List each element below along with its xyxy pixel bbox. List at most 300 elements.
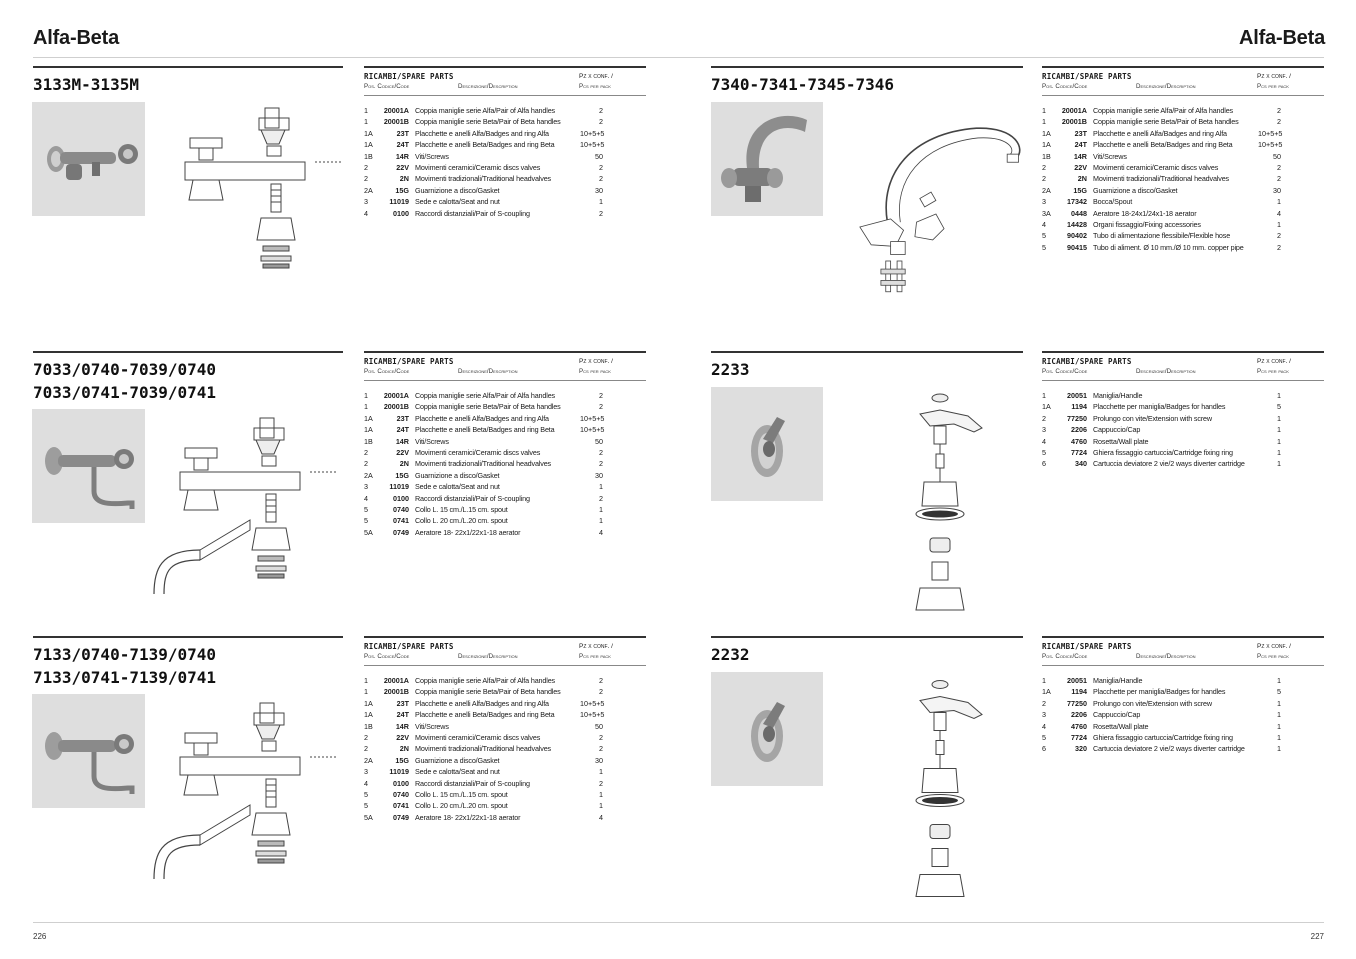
part-code: 22V [396,447,409,457]
part-pos: 2 [1042,174,1046,184]
part-row [1042,162,1324,173]
pcs-per-pack-heading: Pcs per pack [579,653,611,660]
part-code: 11019 [389,482,409,492]
part-qty: 2 [599,117,603,127]
part-row [364,778,646,789]
part-qty: 50 [1273,151,1281,161]
part-row [364,721,646,732]
part-description: Sede e calotta/Seat and nut [415,482,500,492]
part-code: 14428 [1067,219,1087,229]
product-photo [711,102,823,216]
table-title: RICAMBI/SPARE PARTS [364,72,454,81]
part-row [1042,447,1324,458]
part-pos: 2A [364,470,373,480]
model-number: 7033/0740-7039/0740 7033/0741-7039/0741 [33,360,217,402]
part-code: 340 [1075,459,1087,469]
part-description: Movimenti ceramici/Ceramic discs valves [415,447,541,457]
part-row [364,709,646,720]
part-row [1042,698,1324,709]
part-description: Placchette per maniglia/Badges for handles [1093,687,1226,697]
part-code: 23T [396,698,409,708]
description-heading: Descrizione/Description [458,653,518,660]
part-pos: 2 [364,744,368,754]
part-description: Cartuccia deviatore 2 vie/2 ways diverter cartridge [1093,459,1245,469]
pos-code-heading: Pos. Codice/Code [364,83,410,90]
part-pos: 2 [364,447,368,457]
part-code: 17342 [1067,197,1087,207]
part-code: 320 [1075,744,1087,754]
part-pos: 2 [364,174,368,184]
part-qty: 10+5+5 [580,710,605,720]
part-pos: 6 [1042,459,1046,469]
part-code: 23T [1074,128,1087,138]
part-qty: 1 [599,789,603,799]
part-description: Coppia maniglie serie Alfa/Pair of Alfa handles [415,391,555,400]
part-pos: 1 [364,676,368,685]
part-pos: 4 [364,208,368,218]
part-qty: 5 [1277,402,1281,412]
part-pos: 1 [1042,391,1046,400]
part-row [364,732,646,743]
part-code: 2206 [1071,425,1087,435]
part-description: Coppia maniglie serie Beta/Pair of Beta handles [1093,117,1239,127]
part-code: 14R [395,436,409,446]
part-qty: 2 [599,402,603,412]
spare-parts-table [364,351,646,538]
part-description: Maniglia/Handle [1093,391,1143,400]
part-row [1042,732,1324,743]
part-code: 4760 [1071,721,1087,731]
part-row [364,515,646,526]
part-description: Movimenti ceramici/Ceramic discs valves [415,732,541,742]
part-code: 23T [396,413,409,423]
part-qty: 1 [1277,710,1281,720]
part-qty: 50 [595,721,603,731]
part-pos: 4 [1042,721,1046,731]
page-number-left: 226 [33,932,47,941]
part-row [364,481,646,492]
part-description: Sede e calotta/Seat and nut [415,197,500,207]
part-code: 1194 [1071,402,1087,412]
part-qty: 1 [1277,197,1281,207]
part-description: Placchette per maniglia/Badges for handles [1093,402,1226,412]
part-row [1042,151,1324,162]
part-row [364,766,646,777]
part-description: Collo L. 15 cm./L.15 cm. spout [415,789,508,799]
part-row [364,173,646,184]
part-pos: 1 [364,687,368,697]
part-qty: 1 [1277,459,1281,469]
part-pos: 1B [1042,151,1051,161]
part-pos: 2 [364,459,368,469]
section-rule [711,351,1023,353]
part-pos: 2A [364,185,373,195]
part-pos: 2 [1042,698,1046,708]
part-description: Cappuccio/Cap [1093,710,1141,720]
part-description: Aeratore 18- 22x1/22x1-18 aerator [415,812,521,822]
part-code: 15G [395,755,409,765]
part-row [364,755,646,766]
part-pos: 1B [364,151,373,161]
part-qty: 1 [1277,721,1281,731]
part-qty: 5 [1277,687,1281,697]
pos-code-heading: Pos. Codice/Code [1042,653,1088,660]
product-photo [711,672,823,786]
part-description: Coppia maniglie serie Beta/Pair of Beta handles [415,687,561,697]
pcs-per-pack-heading: Pcs per pack [1257,83,1289,90]
part-row [1042,458,1324,469]
part-qty: 30 [595,755,603,765]
part-description: Aeratore 18-24x1/24x1-18 aerator [1093,208,1197,218]
part-description: Placchette e anelli Alfa/Badges and ring Alfa [415,413,549,423]
part-description: Movimenti tradizionali/Traditional headvalves [1093,174,1230,184]
part-code: 14R [1073,151,1087,161]
spare-parts-table [364,66,646,219]
part-code: 20051 [1067,676,1087,685]
part-description: Rosetta/Wall plate [1093,436,1149,446]
part-row [1042,390,1324,401]
part-pos: 5 [364,504,368,514]
part-code: 20001B [1061,117,1087,127]
part-qty: 2 [599,778,603,788]
part-code: 15G [395,470,409,480]
part-qty: 2 [1277,117,1281,127]
description-heading: Descrizione/Description [1136,653,1196,660]
part-code: 22V [1074,162,1087,172]
pcs-per-pack-heading: Pcs per pack [579,368,611,375]
part-pos: 5 [364,516,368,526]
part-row [1042,436,1324,447]
pcs-heading: Pz x conf. / [1257,643,1291,650]
page-number-right: 227 [1310,932,1324,941]
part-pos: 3 [364,767,368,777]
part-code: 0741 [393,516,409,526]
part-description: Raccordi distanziali/Pair of S-coupling [415,208,530,218]
part-description: Placchette e anelli Beta/Badges and ring Beta [415,710,555,720]
part-description: Aeratore 18- 22x1/22x1-18 aerator [415,527,521,537]
part-row [364,686,646,697]
part-row [364,390,646,401]
table-title: RICAMBI/SPARE PARTS [1042,357,1132,366]
part-code: 24T [396,140,409,150]
part-qty: 1 [1277,447,1281,457]
pcs-heading: Pz x conf. / [579,643,613,650]
part-row [1042,128,1324,139]
part-code: 24T [396,710,409,720]
part-row [1042,116,1324,127]
spare-parts-table [364,636,646,823]
part-qty: 2 [599,744,603,754]
part-qty: 1 [1277,436,1281,446]
part-qty: 2 [599,732,603,742]
part-qty: 2 [599,174,603,184]
part-pos: 2 [1042,413,1046,423]
part-pos: 1A [364,128,373,138]
section-rule [33,66,343,68]
part-code: 2N [399,459,409,469]
section-rule [33,636,343,638]
part-qty: 1 [599,801,603,811]
part-description: Guarnizione a disco/Gasket [1093,185,1178,195]
part-pos: 1 [1042,676,1046,685]
model-number: 2232 [711,645,750,664]
part-pos: 6 [1042,744,1046,754]
part-row [364,458,646,469]
part-qty: 2 [1277,162,1281,172]
model-number: 7133/0740-7139/0740 7133/0741-7139/0741 [33,645,217,687]
part-description: Viti/Screws [415,436,449,446]
pcs-per-pack-heading: Pcs per pack [1257,653,1289,660]
part-code: 24T [396,425,409,435]
section-rule [711,66,1023,68]
part-qty: 2 [599,493,603,503]
part-pos: 5 [1042,242,1046,252]
part-row [1042,139,1324,150]
footer-divider [33,922,1324,923]
part-row [1042,196,1324,207]
brand-title-right: Alfa-Beta [1239,27,1325,49]
description-heading: Descrizione/Description [1136,83,1196,90]
pcs-heading: Pz x conf. / [579,73,613,80]
part-pos: 3 [1042,197,1046,207]
part-code: 15G [395,185,409,195]
part-code: 2N [399,174,409,184]
part-code: 0100 [393,208,409,218]
part-description: Movimenti tradizionali/Traditional headvalves [415,174,552,184]
part-code: 20001B [383,687,409,697]
part-pos: 4 [1042,436,1046,446]
part-pos: 1A [1042,128,1051,138]
part-code: 77250 [1067,413,1087,423]
table-title: RICAMBI/SPARE PARTS [364,357,454,366]
part-row [364,743,646,754]
part-description: Guarnizione a disco/Gasket [415,185,500,195]
part-pos: 1 [364,402,368,412]
part-code: 0740 [393,789,409,799]
part-row [364,116,646,127]
part-description: Ghiera fissaggio cartuccia/Cartridge fixing ring [1093,732,1233,742]
part-row [1042,242,1324,253]
part-description: Viti/Screws [415,721,449,731]
part-qty: 1 [1277,413,1281,423]
part-qty: 10+5+5 [580,128,605,138]
part-qty: 2 [1277,174,1281,184]
part-pos: 5 [1042,447,1046,457]
part-row [364,789,646,800]
header-divider [33,57,1324,58]
part-code: 90402 [1067,231,1087,241]
part-qty: 4 [599,812,603,822]
part-qty: 50 [595,436,603,446]
part-description: Organi fissaggio/Fixing accessories [1093,219,1201,229]
part-pos: 5 [364,789,368,799]
part-pos: 5 [364,801,368,811]
part-qty: 10+5+5 [580,425,605,435]
part-qty: 2 [599,162,603,172]
part-code: 20051 [1067,391,1087,400]
part-qty: 1 [599,767,603,777]
part-row [1042,401,1324,412]
part-pos: 1A [1042,687,1051,697]
part-description: Collo L. 20 cm./L.20 cm. spout [415,801,508,811]
part-pos: 1 [364,117,368,127]
part-qty: 2 [1277,242,1281,252]
part-qty: 2 [599,676,603,685]
part-code: 20001A [383,676,409,685]
part-code: 0749 [393,812,409,822]
part-description: Collo L. 15 cm./L.15 cm. spout [415,504,508,514]
part-pos: 1A [364,140,373,150]
part-row [364,105,646,116]
part-row [364,151,646,162]
part-description: Maniglia/Handle [1093,676,1143,685]
product-photo [711,387,823,501]
part-row [364,401,646,412]
part-description: Bocca/Spout [1093,197,1133,207]
part-description: Placchette e anelli Alfa/Badges and ring Alfa [415,128,549,138]
part-pos: 2A [364,755,373,765]
part-row [364,675,646,686]
part-description: Coppia maniglie serie Alfa/Pair of Alfa handles [1093,106,1233,115]
part-qty: 1 [599,516,603,526]
part-pos: 4 [1042,219,1046,229]
part-qty: 10+5+5 [1258,140,1283,150]
part-description: Ghiera fissaggio cartuccia/Cartridge fixing ring [1093,447,1233,457]
description-heading: Descrizione/Description [458,83,518,90]
product-photo [32,409,145,523]
table-title: RICAMBI/SPARE PARTS [1042,642,1132,651]
part-code: 4760 [1071,436,1087,446]
part-row [364,493,646,504]
part-pos: 4 [364,778,368,788]
part-description: Viti/Screws [1093,151,1127,161]
exploded-diagram [890,672,990,907]
part-qty: 4 [1277,208,1281,218]
part-description: Movimenti ceramici/Ceramic discs valves [415,162,541,172]
part-description: Prolungo con vite/Extension with screw [1093,413,1212,423]
part-description: Cappuccio/Cap [1093,425,1141,435]
part-code: 14R [395,721,409,731]
part-row [1042,743,1324,754]
part-qty: 4 [599,527,603,537]
pcs-heading: Pz x conf. / [1257,73,1291,80]
part-code: 90415 [1067,242,1087,252]
part-row [364,139,646,150]
part-description: Placchette e anelli Alfa/Badges and ring Alfa [1093,128,1227,138]
part-description: Placchette e anelli Alfa/Badges and ring Alfa [415,698,549,708]
part-description: Coppia maniglie serie Beta/Pair of Beta handles [415,402,561,412]
part-pos: 2A [1042,185,1051,195]
pos-code-heading: Pos. Codice/Code [1042,368,1088,375]
part-pos: 1A [364,698,373,708]
part-description: Raccordi distanziali/Pair of S-coupling [415,493,530,503]
model-number: 7340-7341-7345-7346 [711,75,895,94]
part-code: 77250 [1067,698,1087,708]
part-code: 11019 [389,197,409,207]
part-code: 24T [1074,140,1087,150]
exploded-diagram [175,100,345,275]
part-row [364,162,646,173]
part-qty: 1 [1277,698,1281,708]
part-qty: 10+5+5 [580,140,605,150]
part-pos: 1A [1042,140,1051,150]
part-qty: 2 [1277,106,1281,115]
description-heading: Descrizione/Description [458,368,518,375]
part-row [364,424,646,435]
exploded-diagram [150,410,345,610]
part-qty: 1 [1277,425,1281,435]
section-rule [711,636,1023,638]
part-qty: 1 [1277,391,1281,400]
pos-code-heading: Pos. Codice/Code [364,653,410,660]
part-qty: 1 [1277,744,1281,754]
part-qty: 1 [1277,732,1281,742]
part-qty: 30 [595,470,603,480]
exploded-diagram [855,105,1025,315]
part-description: Coppia maniglie serie Alfa/Pair of Alfa handles [415,676,555,685]
part-pos: 3 [364,197,368,207]
exploded-diagram [150,695,345,895]
part-row [364,436,646,447]
part-row [364,196,646,207]
part-pos: 1 [364,106,368,115]
part-qty: 30 [1273,185,1281,195]
part-description: Viti/Screws [415,151,449,161]
part-pos: 1A [364,425,373,435]
part-code: 11019 [389,767,409,777]
part-description: Placchette e anelli Beta/Badges and ring Beta [415,140,555,150]
table-title: RICAMBI/SPARE PARTS [1042,72,1132,81]
part-description: Collo L. 20 cm./L.20 cm. spout [415,516,508,526]
part-qty: 2 [599,687,603,697]
part-row [1042,709,1324,720]
part-qty: 50 [595,151,603,161]
part-row [1042,173,1324,184]
part-code: 2N [1077,174,1087,184]
part-row [364,504,646,515]
part-pos: 3 [364,482,368,492]
description-heading: Descrizione/Description [1136,368,1196,375]
part-row [364,470,646,481]
part-description: Placchette e anelli Beta/Badges and ring Beta [1093,140,1233,150]
part-qty: 1 [1277,219,1281,229]
spare-parts-table [1042,636,1324,755]
brand-title-left: Alfa-Beta [33,27,119,49]
part-row [1042,105,1324,116]
exploded-diagram [890,388,990,618]
part-pos: 5A [364,812,373,822]
part-row [364,128,646,139]
part-code: 20001A [383,106,409,115]
pcs-heading: Pz x conf. / [579,358,613,365]
part-description: Movimenti tradizionali/Traditional headvalves [415,459,552,469]
part-pos: 5 [1042,732,1046,742]
part-description: Coppia maniglie serie Beta/Pair of Beta handles [415,117,561,127]
part-code: 0749 [393,527,409,537]
part-code: 0740 [393,504,409,514]
part-row [1042,675,1324,686]
part-pos: 1A [1042,402,1051,412]
part-row [364,208,646,219]
part-code: 0100 [393,493,409,503]
part-qty: 1 [599,504,603,514]
part-row [1042,185,1324,196]
part-description: Movimenti tradizionali/Traditional headvalves [415,744,552,754]
part-qty: 10+5+5 [580,698,605,708]
spare-parts-table [1042,66,1324,253]
part-pos: 1B [364,721,373,731]
model-number: 3133M-3135M [33,75,139,94]
